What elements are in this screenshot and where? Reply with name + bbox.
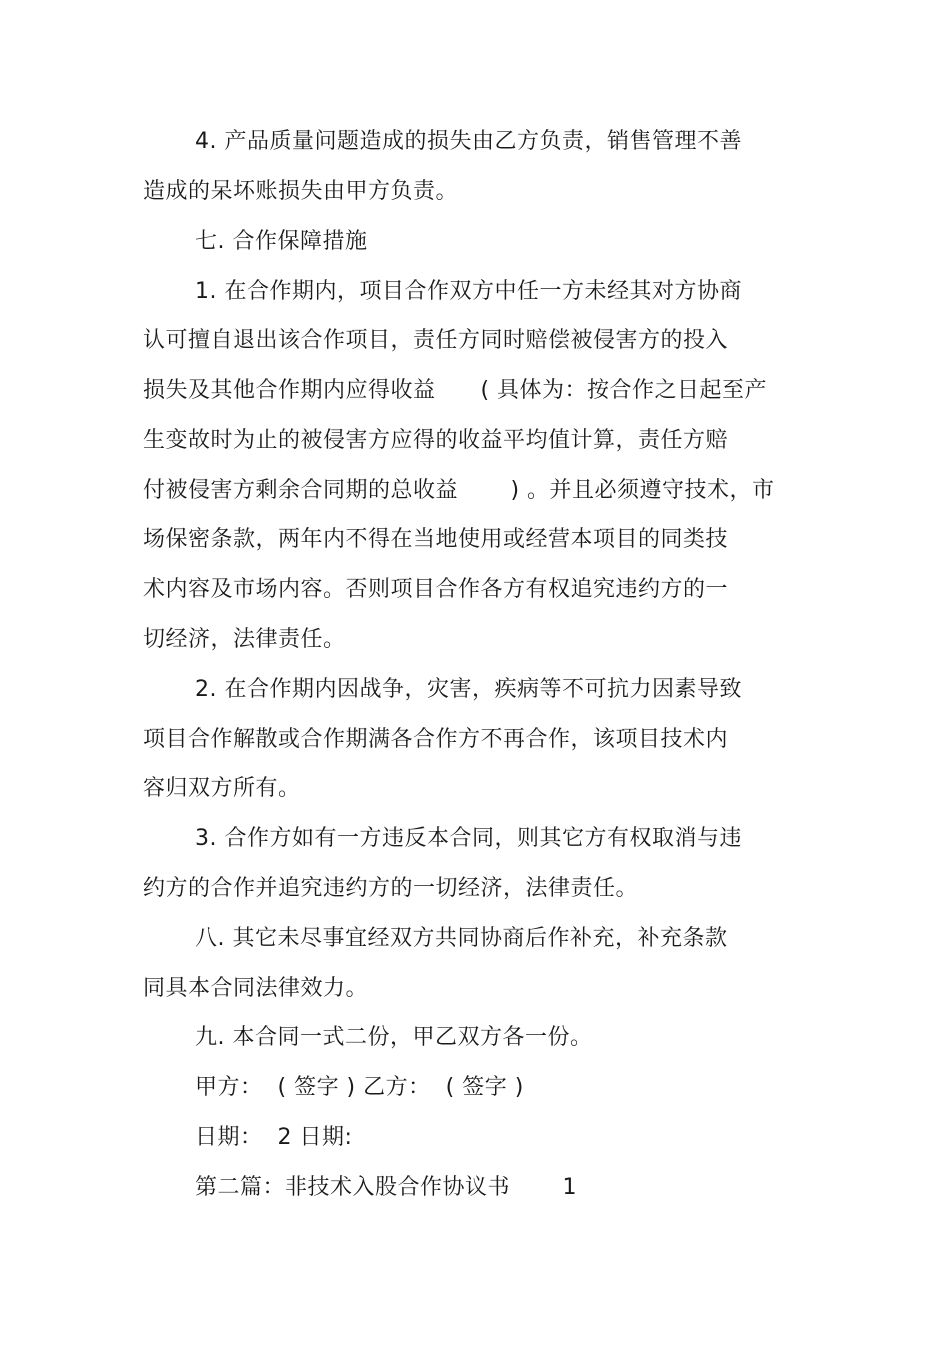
clause-7-1-line-3: 损失及其他合作期内应得收益 ( 具体为：按合作之日起至产 [143, 378, 768, 403]
clause-6-4-line-1: 4. 产品质量问题造成的损失由乙方负责，销售管理不善 [195, 129, 742, 154]
section-8-line-1: 八. 其它未尽事宜经双方共同协商后作补充，补充条款 [195, 926, 728, 951]
section-8-line-2: 同具本合同法律效力。 [143, 976, 369, 1001]
section-7-heading: 七. 合作保障措施 [195, 229, 368, 254]
clause-7-1-line-4: 生变故时为止的被侵害方应得的收益平均值计算，责任方赔 [143, 428, 729, 453]
date-line: 日期： 2 日期: [195, 1125, 353, 1150]
clause-7-3-line-2: 约方的合作并追究违约方的一切经济，法律责任。 [143, 876, 639, 901]
clause-7-1-line-6: 场保密条款，两年内不得在当地使用或经营本项目的同类技 [143, 527, 729, 552]
clause-6-4-line-2: 造成的呆坏账损失由甲方负责。 [143, 179, 459, 204]
clause-7-2-line-2: 项目合作解散或合作期满各合作方不再合作，该项目技术内 [143, 727, 729, 752]
clause-7-2-line-1: 2. 在合作期内因战争，灾害，疾病等不可抗力因素导致 [195, 677, 742, 702]
clause-7-1-line-8: 切经济，法律责任。 [143, 627, 346, 652]
clause-7-1-line-1: 1. 在合作期内，项目合作双方中任一方未经其对方协商 [195, 279, 742, 304]
clause-7-1-line-2: 认可擅自退出该合作项目，责任方同时赔偿被侵害方的投入 [143, 328, 729, 353]
next-article-title: 第二篇：非技术入股合作协议书 1 [195, 1175, 577, 1200]
clause-7-2-line-3: 容归双方所有。 [143, 776, 301, 801]
section-9-line: 九. 本合同一式二份，甲乙双方各一份。 [195, 1025, 593, 1050]
clause-7-1-line-7: 术内容及市场内容。否则项目合作各方有权追究违约方的一 [143, 577, 729, 602]
clause-7-3-line-1: 3. 合作方如有一方违反本合同，则其它方有权取消与违 [195, 826, 742, 851]
signature-line: 甲方： ( 签字 ) 乙方： ( 签字 ) [195, 1075, 524, 1100]
clause-7-1-line-5: 付被侵害方剩余合同期的总收益 ) 。并且必须遵守技术，市 [143, 478, 775, 503]
